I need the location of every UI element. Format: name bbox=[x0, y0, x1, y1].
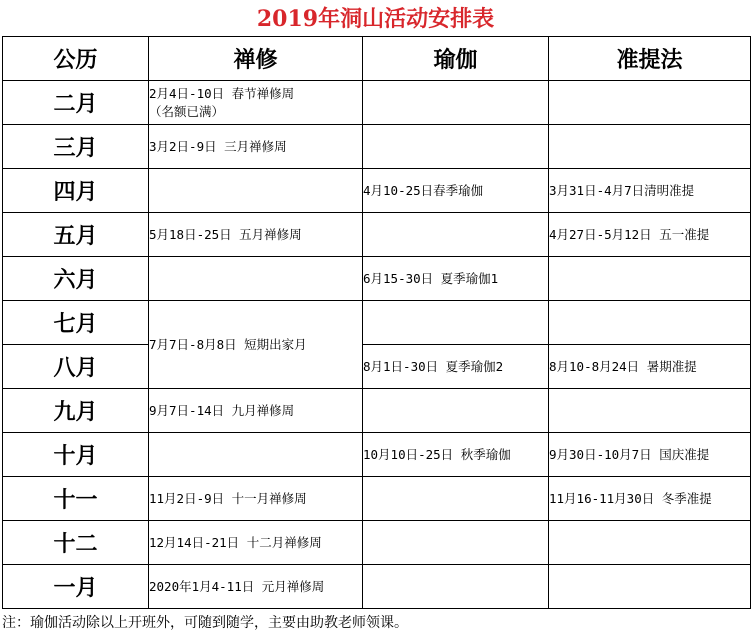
table-row bbox=[3, 565, 751, 609]
month-cell: 十二 bbox=[3, 521, 149, 565]
prep-cell bbox=[549, 125, 751, 169]
yoga-cell bbox=[363, 477, 549, 521]
prep-cell: 3月31日-4月7日清明准提 bbox=[549, 169, 751, 213]
zen-cell: 11月2日-9日 十一月禅修周 bbox=[149, 477, 363, 521]
schedule-table bbox=[2, 36, 751, 609]
zen-line-1: 2月4日-10日 春节禅修周 bbox=[149, 85, 295, 101]
table-row bbox=[3, 125, 751, 169]
month-cell: 三月 bbox=[3, 125, 149, 169]
yoga-cell bbox=[363, 389, 549, 433]
table-row bbox=[3, 433, 751, 477]
header-month: 公历 bbox=[3, 37, 149, 81]
prep-cell bbox=[549, 521, 751, 565]
prep-cell: 8月10-8月24日 暑期准提 bbox=[549, 345, 751, 389]
zen-cell bbox=[149, 257, 363, 301]
month-cell: 七月 bbox=[3, 301, 149, 345]
yoga-cell: 6月15-30日 夏季瑜伽1 bbox=[363, 257, 549, 301]
footnote: 注：瑜伽活动除以上开班外，可随到随学，主要由助教老师领课。 bbox=[2, 615, 408, 631]
zen-cell bbox=[149, 81, 363, 125]
prep-cell: 9月30日-10月7日 国庆准提 bbox=[549, 433, 751, 477]
month-cell: 二月 bbox=[3, 81, 149, 125]
prep-cell bbox=[549, 389, 751, 433]
prep-cell bbox=[549, 301, 751, 345]
prep-cell bbox=[549, 81, 751, 125]
table-row bbox=[3, 389, 751, 433]
yoga-cell bbox=[363, 125, 549, 169]
yoga-cell bbox=[363, 213, 549, 257]
zen-line-2: （名额已满） bbox=[149, 103, 225, 119]
header-zen: 禅修 bbox=[149, 37, 363, 81]
header-row bbox=[3, 37, 751, 81]
yoga-cell: 10月10日-25日 秋季瑜伽 bbox=[363, 433, 549, 477]
zen-cell: 5月18日-25日 五月禅修周 bbox=[149, 213, 363, 257]
table-row bbox=[3, 169, 751, 213]
yoga-cell bbox=[363, 301, 549, 345]
table-row bbox=[3, 81, 751, 125]
zen-cell: 3月2日-9日 三月禅修周 bbox=[149, 125, 363, 169]
month-cell: 六月 bbox=[3, 257, 149, 301]
month-cell: 一月 bbox=[3, 565, 149, 609]
prep-cell bbox=[549, 257, 751, 301]
page-title: 2019年洞山活动安排表 bbox=[256, 6, 495, 32]
month-cell: 四月 bbox=[3, 169, 149, 213]
yoga-cell: 4月10-25日春季瑜伽 bbox=[363, 169, 549, 213]
prep-cell: 11月16-11月30日 冬季准提 bbox=[549, 477, 751, 521]
yoga-cell bbox=[363, 565, 549, 609]
zen-cell: 9月7日-14日 九月禅修周 bbox=[149, 389, 363, 433]
zen-cell bbox=[149, 169, 363, 213]
zen-cell: 12月14日-21日 十二月禅修周 bbox=[149, 521, 363, 565]
table-row bbox=[3, 345, 751, 389]
month-cell: 八月 bbox=[3, 345, 149, 389]
yoga-cell bbox=[363, 81, 549, 125]
table-row bbox=[3, 257, 751, 301]
month-cell: 十一 bbox=[3, 477, 149, 521]
prep-cell: 4月27日-5月12日 五一准提 bbox=[549, 213, 751, 257]
table-row bbox=[3, 213, 751, 257]
month-cell: 五月 bbox=[3, 213, 149, 257]
prep-cell bbox=[549, 565, 751, 609]
zen-cell-merged: 7月7日-8月8日 短期出家月 bbox=[149, 301, 363, 389]
table-row bbox=[3, 521, 751, 565]
zen-cell bbox=[149, 433, 363, 477]
header-prep: 准提法 bbox=[549, 37, 751, 81]
zen-cell: 2020年1月4-11日 元月禅修周 bbox=[149, 565, 363, 609]
yoga-cell bbox=[363, 521, 549, 565]
month-cell: 十月 bbox=[3, 433, 149, 477]
month-cell: 九月 bbox=[3, 389, 149, 433]
yoga-cell: 8月1日-30日 夏季瑜伽2 bbox=[363, 345, 549, 389]
table-row bbox=[3, 477, 751, 521]
table-row bbox=[3, 301, 751, 345]
header-yoga: 瑜伽 bbox=[363, 37, 549, 81]
